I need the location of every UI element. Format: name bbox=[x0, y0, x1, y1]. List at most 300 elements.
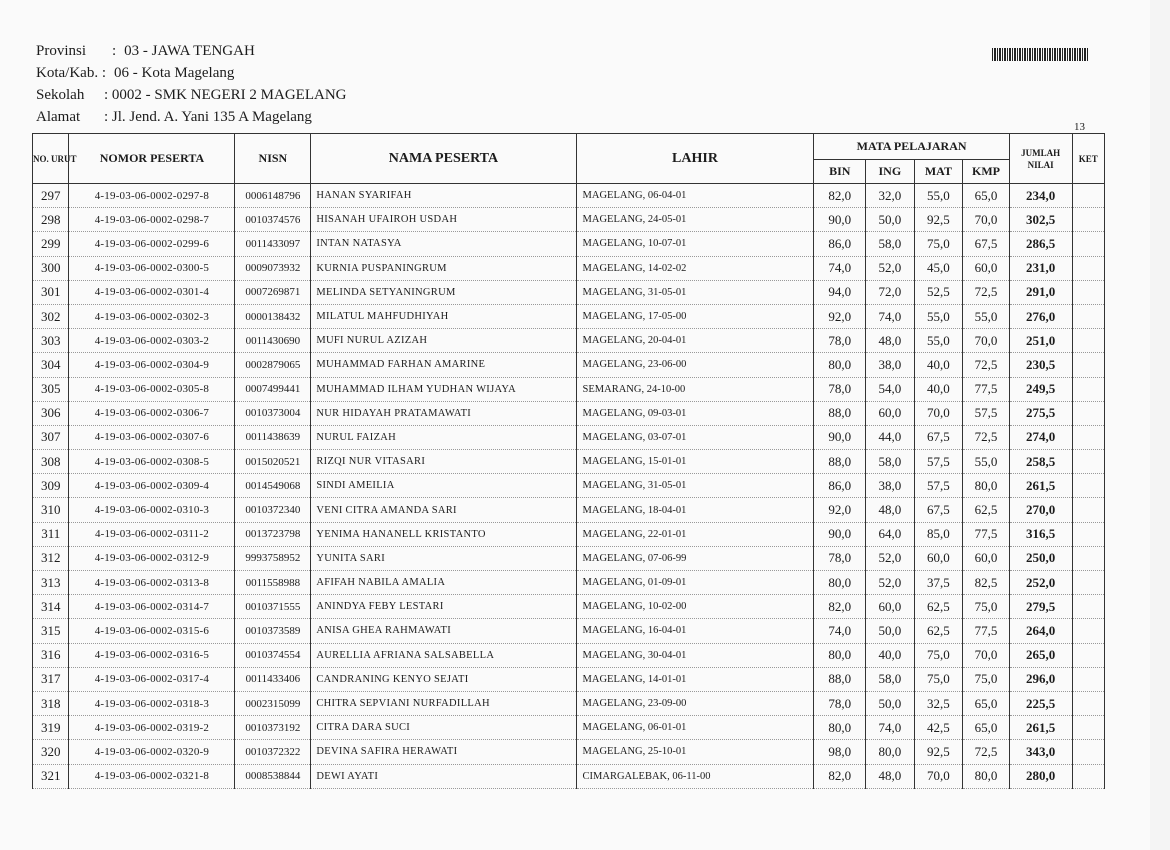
row-nisn: 0011430690 bbox=[235, 329, 311, 353]
row-ket bbox=[1072, 740, 1104, 764]
row-nama: HISANAH UFAIROH USDAH bbox=[311, 208, 576, 232]
row-nama: VENI CITRA AMANDA SARI bbox=[311, 498, 576, 522]
row-jumlah: 250,0 bbox=[1009, 546, 1072, 570]
row-jumlah: 276,0 bbox=[1009, 304, 1072, 328]
row-kmp: 62,5 bbox=[963, 498, 1010, 522]
row-kmp: 70,0 bbox=[963, 208, 1010, 232]
row-ing: 80,0 bbox=[866, 740, 915, 764]
header-ing: ING bbox=[866, 160, 915, 184]
row-ket bbox=[1072, 571, 1104, 595]
table-row bbox=[33, 184, 1105, 208]
row-ket bbox=[1072, 450, 1104, 474]
row-ket bbox=[1072, 667, 1104, 691]
row-ing: 48,0 bbox=[866, 498, 915, 522]
row-kmp: 65,0 bbox=[963, 691, 1010, 715]
row-no: 305 bbox=[33, 377, 69, 401]
header-nama: NAMA PESERTA bbox=[311, 134, 576, 184]
row-nisn: 0000138432 bbox=[235, 304, 311, 328]
row-lahir: MAGELANG, 30-04-01 bbox=[576, 643, 814, 667]
row-ket bbox=[1072, 546, 1104, 570]
row-kmp: 80,0 bbox=[963, 764, 1010, 788]
row-ket bbox=[1072, 280, 1104, 304]
row-nomor-peserta: 4-19-03-06-0002-0303-2 bbox=[69, 329, 235, 353]
row-ing: 50,0 bbox=[866, 208, 915, 232]
table-row bbox=[33, 256, 1105, 280]
row-no: 311 bbox=[33, 522, 69, 546]
score-table bbox=[32, 133, 1105, 789]
row-bin: 82,0 bbox=[814, 595, 866, 619]
row-nomor-peserta: 4-19-03-06-0002-0320-9 bbox=[69, 740, 235, 764]
row-no: 318 bbox=[33, 691, 69, 715]
row-nama: SINDI AMEILIA bbox=[311, 474, 576, 498]
row-lahir: MAGELANG, 23-06-00 bbox=[576, 353, 814, 377]
row-bin: 80,0 bbox=[814, 571, 866, 595]
row-no: 320 bbox=[33, 740, 69, 764]
row-nisn: 0009073932 bbox=[235, 256, 311, 280]
row-nisn: 0013723798 bbox=[235, 522, 311, 546]
row-kmp: 72,5 bbox=[963, 425, 1010, 449]
row-lahir: MAGELANG, 20-04-01 bbox=[576, 329, 814, 353]
row-nisn: 0010373192 bbox=[235, 716, 311, 740]
row-bin: 88,0 bbox=[814, 667, 866, 691]
row-ket bbox=[1072, 208, 1104, 232]
table-row bbox=[33, 208, 1105, 232]
row-nisn: 0011433406 bbox=[235, 667, 311, 691]
row-ket bbox=[1072, 425, 1104, 449]
row-nomor-peserta: 4-19-03-06-0002-0309-4 bbox=[69, 474, 235, 498]
row-mat: 92,5 bbox=[914, 208, 963, 232]
row-no: 299 bbox=[33, 232, 69, 256]
row-jumlah: 225,5 bbox=[1009, 691, 1072, 715]
row-nama: INTAN NATASYA bbox=[311, 232, 576, 256]
row-nama: MUHAMMAD ILHAM YUDHAN WIJAYA bbox=[311, 377, 576, 401]
row-no: 298 bbox=[33, 208, 69, 232]
row-jumlah: 280,0 bbox=[1009, 764, 1072, 788]
row-ing: 64,0 bbox=[866, 522, 915, 546]
row-jumlah: 258,5 bbox=[1009, 450, 1072, 474]
row-nama: MUFI NURUL AZIZAH bbox=[311, 329, 576, 353]
row-kmp: 55,0 bbox=[963, 450, 1010, 474]
row-no: 309 bbox=[33, 474, 69, 498]
row-kmp: 65,0 bbox=[963, 184, 1010, 208]
row-nomor-peserta: 4-19-03-06-0002-0317-4 bbox=[69, 667, 235, 691]
row-nama: YENIMA HANANELL KRISTANTO bbox=[311, 522, 576, 546]
row-nomor-peserta: 4-19-03-06-0002-0298-7 bbox=[69, 208, 235, 232]
row-ing: 52,0 bbox=[866, 546, 915, 570]
row-jumlah: 275,5 bbox=[1009, 401, 1072, 425]
table-row bbox=[33, 474, 1105, 498]
row-ket bbox=[1072, 474, 1104, 498]
table-row bbox=[33, 522, 1105, 546]
row-ing: 72,0 bbox=[866, 280, 915, 304]
row-no: 300 bbox=[33, 256, 69, 280]
row-nomor-peserta: 4-19-03-06-0002-0301-4 bbox=[69, 280, 235, 304]
row-nama: MELINDA SETYANINGRUM bbox=[311, 280, 576, 304]
row-lahir: CIMARGALEBAK, 06-11-00 bbox=[576, 764, 814, 788]
row-no: 312 bbox=[33, 546, 69, 570]
row-nomor-peserta: 4-19-03-06-0002-0321-8 bbox=[69, 764, 235, 788]
table-row bbox=[33, 619, 1105, 643]
row-ing: 48,0 bbox=[866, 329, 915, 353]
row-ing: 38,0 bbox=[866, 353, 915, 377]
row-ing: 40,0 bbox=[866, 643, 915, 667]
row-jumlah: 251,0 bbox=[1009, 329, 1072, 353]
row-ing: 74,0 bbox=[866, 716, 915, 740]
row-jumlah: 279,5 bbox=[1009, 595, 1072, 619]
header-nomor-peserta: NOMOR PESERTA bbox=[69, 134, 235, 184]
row-nisn: 0010372340 bbox=[235, 498, 311, 522]
row-bin: 80,0 bbox=[814, 643, 866, 667]
header-no-urut: NO. URUT bbox=[33, 134, 69, 184]
alamat-value: : Jl. Jend. A. Yani 135 A Magelang bbox=[104, 109, 312, 125]
row-lahir: MAGELANG, 23-09-00 bbox=[576, 691, 814, 715]
row-bin: 88,0 bbox=[814, 450, 866, 474]
row-jumlah: 261,5 bbox=[1009, 474, 1072, 498]
row-ket bbox=[1072, 716, 1104, 740]
row-mat: 55,0 bbox=[914, 304, 963, 328]
table-row bbox=[33, 716, 1105, 740]
row-lahir: MAGELANG, 06-01-01 bbox=[576, 716, 814, 740]
row-ing: 58,0 bbox=[866, 450, 915, 474]
row-nama: DEVINA SAFIRA HERAWATI bbox=[311, 740, 576, 764]
table-row bbox=[33, 425, 1105, 449]
row-ket bbox=[1072, 595, 1104, 619]
row-lahir: MAGELANG, 18-04-01 bbox=[576, 498, 814, 522]
row-nama: KURNIA PUSPANINGRUM bbox=[311, 256, 576, 280]
row-mat: 75,0 bbox=[914, 232, 963, 256]
row-bin: 78,0 bbox=[814, 691, 866, 715]
row-nomor-peserta: 4-19-03-06-0002-0310-3 bbox=[69, 498, 235, 522]
row-mat: 57,5 bbox=[914, 474, 963, 498]
row-jumlah: 231,0 bbox=[1009, 256, 1072, 280]
row-nisn: 0010372322 bbox=[235, 740, 311, 764]
row-nama: CHITRA SEPVIANI NURFADILLAH bbox=[311, 691, 576, 715]
row-jumlah: 230,5 bbox=[1009, 353, 1072, 377]
row-ing: 54,0 bbox=[866, 377, 915, 401]
row-nisn: 0008538844 bbox=[235, 764, 311, 788]
row-nomor-peserta: 4-19-03-06-0002-0311-2 bbox=[69, 522, 235, 546]
row-nomor-peserta: 4-19-03-06-0002-0308-5 bbox=[69, 450, 235, 474]
row-bin: 86,0 bbox=[814, 474, 866, 498]
row-ket bbox=[1072, 329, 1104, 353]
row-lahir: MAGELANG, 16-04-01 bbox=[576, 619, 814, 643]
table-row bbox=[33, 643, 1105, 667]
row-mat: 55,0 bbox=[914, 329, 963, 353]
row-nomor-peserta: 4-19-03-06-0002-0302-3 bbox=[69, 304, 235, 328]
row-nama: HANAN SYARIFAH bbox=[311, 184, 576, 208]
row-bin: 92,0 bbox=[814, 304, 866, 328]
row-nama: ANISA GHEA RAHMAWATI bbox=[311, 619, 576, 643]
table-row bbox=[33, 450, 1105, 474]
row-ket bbox=[1072, 619, 1104, 643]
row-kmp: 65,0 bbox=[963, 716, 1010, 740]
row-no: 315 bbox=[33, 619, 69, 643]
row-bin: 78,0 bbox=[814, 329, 866, 353]
header-mat: MAT bbox=[914, 160, 963, 184]
alamat-row bbox=[36, 106, 347, 128]
row-mat: 52,5 bbox=[914, 280, 963, 304]
row-ing: 38,0 bbox=[866, 474, 915, 498]
row-ket bbox=[1072, 232, 1104, 256]
row-nisn: 0010374554 bbox=[235, 643, 311, 667]
row-bin: 74,0 bbox=[814, 619, 866, 643]
row-nisn: 0007269871 bbox=[235, 280, 311, 304]
table-row bbox=[33, 667, 1105, 691]
row-jumlah: 252,0 bbox=[1009, 571, 1072, 595]
row-bin: 86,0 bbox=[814, 232, 866, 256]
row-ing: 50,0 bbox=[866, 691, 915, 715]
row-mat: 40,0 bbox=[914, 353, 963, 377]
row-ket bbox=[1072, 643, 1104, 667]
row-nomor-peserta: 4-19-03-06-0002-0315-6 bbox=[69, 619, 235, 643]
row-jumlah: 265,0 bbox=[1009, 643, 1072, 667]
row-lahir: SEMARANG, 24-10-00 bbox=[576, 377, 814, 401]
row-nisn: 0002315099 bbox=[235, 691, 311, 715]
row-jumlah: 270,0 bbox=[1009, 498, 1072, 522]
sekolah-label: Sekolah bbox=[36, 87, 85, 103]
row-mat: 62,5 bbox=[914, 619, 963, 643]
row-nisn: 0010374576 bbox=[235, 208, 311, 232]
row-ing: 58,0 bbox=[866, 232, 915, 256]
row-mat: 67,5 bbox=[914, 498, 963, 522]
row-lahir: MAGELANG, 14-01-01 bbox=[576, 667, 814, 691]
row-lahir: MAGELANG, 25-10-01 bbox=[576, 740, 814, 764]
row-nomor-peserta: 4-19-03-06-0002-0304-9 bbox=[69, 353, 235, 377]
row-jumlah: 291,0 bbox=[1009, 280, 1072, 304]
row-nomor-peserta: 4-19-03-06-0002-0305-8 bbox=[69, 377, 235, 401]
row-nisn: 0011438639 bbox=[235, 425, 311, 449]
row-no: 316 bbox=[33, 643, 69, 667]
table-row bbox=[33, 280, 1105, 304]
row-nomor-peserta: 4-19-03-06-0002-0307-6 bbox=[69, 425, 235, 449]
header-ket: KET bbox=[1072, 134, 1104, 184]
row-no: 310 bbox=[33, 498, 69, 522]
row-nama: CANDRANING KENYO SEJATI bbox=[311, 667, 576, 691]
row-ing: 50,0 bbox=[866, 619, 915, 643]
row-bin: 82,0 bbox=[814, 764, 866, 788]
row-nisn: 0006148796 bbox=[235, 184, 311, 208]
row-bin: 94,0 bbox=[814, 280, 866, 304]
row-nisn: 9993758952 bbox=[235, 546, 311, 570]
row-kmp: 77,5 bbox=[963, 522, 1010, 546]
table-row bbox=[33, 740, 1105, 764]
row-nama: RIZQI NUR VITASARI bbox=[311, 450, 576, 474]
kota-row bbox=[36, 62, 347, 84]
row-ket bbox=[1072, 401, 1104, 425]
row-mat: 45,0 bbox=[914, 256, 963, 280]
row-nama: NUR HIDAYAH PRATAMAWATI bbox=[311, 401, 576, 425]
row-bin: 80,0 bbox=[814, 716, 866, 740]
row-kmp: 72,5 bbox=[963, 740, 1010, 764]
row-kmp: 57,5 bbox=[963, 401, 1010, 425]
provinsi-row: Provinsi : 03 - JAWA TENGAH bbox=[36, 40, 347, 62]
row-ing: 48,0 bbox=[866, 764, 915, 788]
row-mat: 75,0 bbox=[914, 643, 963, 667]
header-kmp: KMP bbox=[963, 160, 1010, 184]
row-ket bbox=[1072, 256, 1104, 280]
row-jumlah: 316,5 bbox=[1009, 522, 1072, 546]
table-row bbox=[33, 353, 1105, 377]
row-no: 304 bbox=[33, 353, 69, 377]
row-nomor-peserta: 4-19-03-06-0002-0314-7 bbox=[69, 595, 235, 619]
row-bin: 78,0 bbox=[814, 546, 866, 570]
row-kmp: 60,0 bbox=[963, 256, 1010, 280]
row-no: 307 bbox=[33, 425, 69, 449]
row-bin: 90,0 bbox=[814, 522, 866, 546]
row-nisn: 0011433097 bbox=[235, 232, 311, 256]
table-row bbox=[33, 571, 1105, 595]
row-nomor-peserta: 4-19-03-06-0002-0306-7 bbox=[69, 401, 235, 425]
row-nomor-peserta: 4-19-03-06-0002-0316-5 bbox=[69, 643, 235, 667]
row-no: 297 bbox=[33, 184, 69, 208]
row-mat: 60,0 bbox=[914, 546, 963, 570]
row-no: 317 bbox=[33, 667, 69, 691]
row-bin: 90,0 bbox=[814, 425, 866, 449]
row-kmp: 60,0 bbox=[963, 546, 1010, 570]
row-kmp: 75,0 bbox=[963, 667, 1010, 691]
row-ing: 58,0 bbox=[866, 667, 915, 691]
row-lahir: MAGELANG, 09-03-01 bbox=[576, 401, 814, 425]
row-mat: 70,0 bbox=[914, 401, 963, 425]
row-lahir: MAGELANG, 14-02-02 bbox=[576, 256, 814, 280]
row-lahir: MAGELANG, 22-01-01 bbox=[576, 522, 814, 546]
row-jumlah: 343,0 bbox=[1009, 740, 1072, 764]
row-lahir: MAGELANG, 31-05-01 bbox=[576, 474, 814, 498]
row-lahir: MAGELANG, 01-09-01 bbox=[576, 571, 814, 595]
row-mat: 55,0 bbox=[914, 184, 963, 208]
row-nama: CITRA DARA SUCI bbox=[311, 716, 576, 740]
header-lahir: LAHIR bbox=[576, 134, 814, 184]
row-nomor-peserta: 4-19-03-06-0002-0297-8 bbox=[69, 184, 235, 208]
row-jumlah: 302,5 bbox=[1009, 208, 1072, 232]
row-mat: 32,5 bbox=[914, 691, 963, 715]
row-jumlah: 296,0 bbox=[1009, 667, 1072, 691]
row-lahir: MAGELANG, 31-05-01 bbox=[576, 280, 814, 304]
row-kmp: 67,5 bbox=[963, 232, 1010, 256]
row-nisn: 0011558988 bbox=[235, 571, 311, 595]
row-lahir: MAGELANG, 10-07-01 bbox=[576, 232, 814, 256]
row-nisn: 0010373589 bbox=[235, 619, 311, 643]
row-nomor-peserta: 4-19-03-06-0002-0312-9 bbox=[69, 546, 235, 570]
row-mat: 85,0 bbox=[914, 522, 963, 546]
row-mat: 40,0 bbox=[914, 377, 963, 401]
row-jumlah: 274,0 bbox=[1009, 425, 1072, 449]
kota-value: 06 - Kota Magelang bbox=[114, 65, 235, 81]
row-mat: 37,5 bbox=[914, 571, 963, 595]
row-kmp: 70,0 bbox=[963, 643, 1010, 667]
row-no: 306 bbox=[33, 401, 69, 425]
row-nomor-peserta: 4-19-03-06-0002-0319-2 bbox=[69, 716, 235, 740]
row-mat: 67,5 bbox=[914, 425, 963, 449]
row-no: 303 bbox=[33, 329, 69, 353]
table-row bbox=[33, 546, 1105, 570]
provinsi-value: 03 - JAWA TENGAH bbox=[124, 43, 255, 59]
table-row bbox=[33, 764, 1105, 788]
row-nisn: 0014549068 bbox=[235, 474, 311, 498]
table-row bbox=[33, 329, 1105, 353]
row-mat: 62,5 bbox=[914, 595, 963, 619]
alamat-label: Alamat bbox=[36, 109, 81, 125]
table-row bbox=[33, 498, 1105, 522]
header-nisn: NISN bbox=[235, 134, 311, 184]
row-ing: 60,0 bbox=[866, 595, 915, 619]
row-nama: MUHAMMAD FARHAN AMARINE bbox=[311, 353, 576, 377]
row-nama: NURUL FAIZAH bbox=[311, 425, 576, 449]
row-nisn: 0010371555 bbox=[235, 595, 311, 619]
document-header bbox=[36, 40, 347, 128]
sekolah-value: : 0002 - SMK NEGERI 2 MAGELANG bbox=[104, 87, 347, 103]
row-kmp: 55,0 bbox=[963, 304, 1010, 328]
row-ket bbox=[1072, 691, 1104, 715]
row-nama: MILATUL MAHFUDHIYAH bbox=[311, 304, 576, 328]
row-bin: 80,0 bbox=[814, 353, 866, 377]
row-bin: 82,0 bbox=[814, 184, 866, 208]
row-jumlah: 264,0 bbox=[1009, 619, 1072, 643]
row-bin: 78,0 bbox=[814, 377, 866, 401]
row-lahir: MAGELANG, 15-01-01 bbox=[576, 450, 814, 474]
row-ket bbox=[1072, 184, 1104, 208]
row-kmp: 82,5 bbox=[963, 571, 1010, 595]
row-nama: AURELLIA AFRIANA SALSABELLA bbox=[311, 643, 576, 667]
row-no: 313 bbox=[33, 571, 69, 595]
row-kmp: 72,5 bbox=[963, 353, 1010, 377]
table-body bbox=[33, 184, 1105, 789]
row-kmp: 72,5 bbox=[963, 280, 1010, 304]
row-bin: 98,0 bbox=[814, 740, 866, 764]
row-nomor-peserta: 4-19-03-06-0002-0300-5 bbox=[69, 256, 235, 280]
table-row bbox=[33, 691, 1105, 715]
row-ket bbox=[1072, 304, 1104, 328]
kota-label: Kota/Kab. : bbox=[36, 65, 106, 81]
row-kmp: 77,5 bbox=[963, 377, 1010, 401]
row-ing: 52,0 bbox=[866, 571, 915, 595]
row-nama: ANINDYA FEBY LESTARI bbox=[311, 595, 576, 619]
row-no: 314 bbox=[33, 595, 69, 619]
row-ing: 32,0 bbox=[866, 184, 915, 208]
row-ing: 74,0 bbox=[866, 304, 915, 328]
row-jumlah: 261,5 bbox=[1009, 716, 1072, 740]
row-nomor-peserta: 4-19-03-06-0002-0299-6 bbox=[69, 232, 235, 256]
row-no: 319 bbox=[33, 716, 69, 740]
table-row bbox=[33, 401, 1105, 425]
row-bin: 92,0 bbox=[814, 498, 866, 522]
row-mat: 42,5 bbox=[914, 716, 963, 740]
row-ing: 60,0 bbox=[866, 401, 915, 425]
row-lahir: MAGELANG, 03-07-01 bbox=[576, 425, 814, 449]
table-row bbox=[33, 304, 1105, 328]
row-kmp: 77,5 bbox=[963, 619, 1010, 643]
barcode bbox=[992, 48, 1088, 61]
row-kmp: 75,0 bbox=[963, 595, 1010, 619]
row-bin: 90,0 bbox=[814, 208, 866, 232]
row-nomor-peserta: 4-19-03-06-0002-0318-3 bbox=[69, 691, 235, 715]
table-row bbox=[33, 232, 1105, 256]
row-lahir: MAGELANG, 07-06-99 bbox=[576, 546, 814, 570]
row-mat: 70,0 bbox=[914, 764, 963, 788]
row-mat: 57,5 bbox=[914, 450, 963, 474]
row-no: 301 bbox=[33, 280, 69, 304]
header-mata-pelajaran: MATA PELAJARAN bbox=[814, 134, 1009, 160]
row-lahir: MAGELANG, 17-05-00 bbox=[576, 304, 814, 328]
row-nisn: 0002879065 bbox=[235, 353, 311, 377]
row-nomor-peserta: 4-19-03-06-0002-0313-8 bbox=[69, 571, 235, 595]
row-lahir: MAGELANG, 10-02-00 bbox=[576, 595, 814, 619]
row-ing: 44,0 bbox=[866, 425, 915, 449]
row-no: 302 bbox=[33, 304, 69, 328]
row-ket bbox=[1072, 498, 1104, 522]
row-lahir: MAGELANG, 06-04-01 bbox=[576, 184, 814, 208]
row-jumlah: 286,5 bbox=[1009, 232, 1072, 256]
